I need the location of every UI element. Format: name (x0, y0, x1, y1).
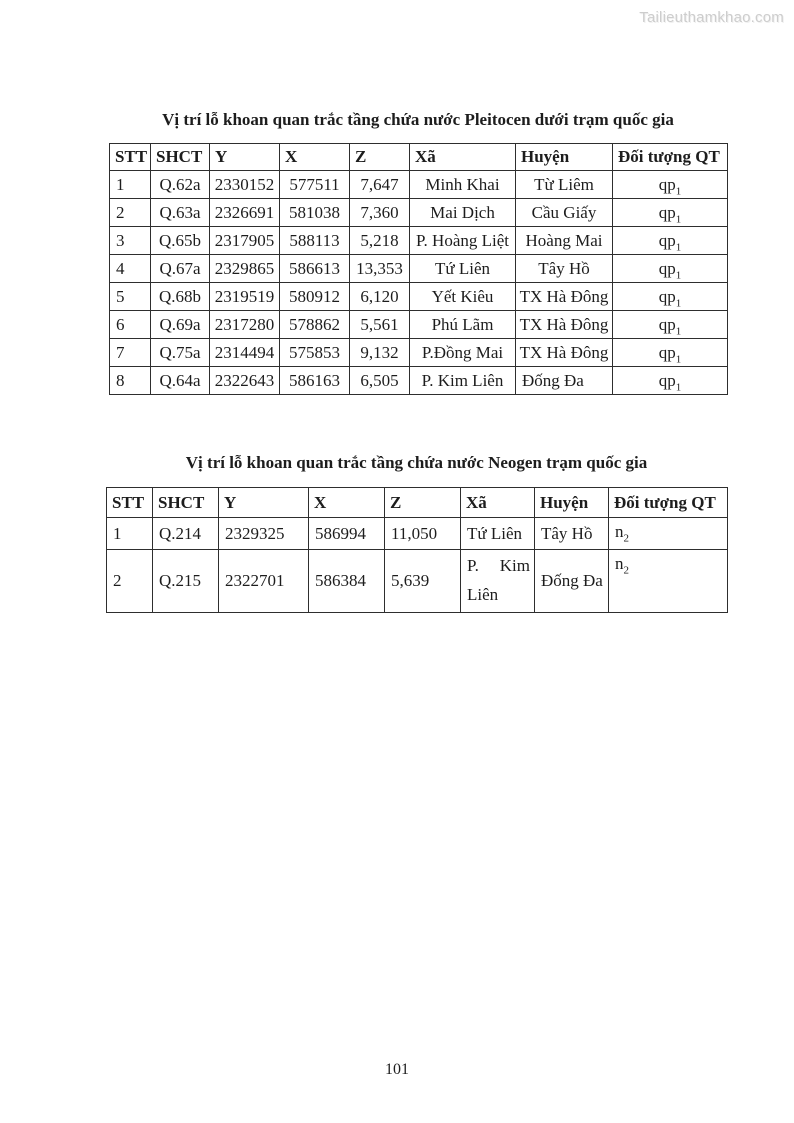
cell-stt: 1 (107, 518, 153, 550)
cell-y: 2330152 (210, 171, 280, 199)
table-row (110, 367, 728, 395)
cell-z: 9,132 (350, 339, 410, 367)
cell-xa: P. Kim Liên (461, 550, 535, 613)
cell-qt: $n_2$ (609, 518, 728, 550)
cell-shct: Q.67a (151, 255, 210, 283)
table-row (110, 227, 728, 255)
column-header: Xã (410, 144, 516, 171)
cell-y: 2329865 (210, 255, 280, 283)
column-header: X (309, 488, 385, 518)
cell-huyen: Cầu Giấy (516, 199, 613, 227)
cell-huyen: TX Hà Đông (516, 283, 613, 311)
cell-xa: Tứ Liên (461, 518, 535, 550)
cell-huyen: Đống Đa (516, 367, 613, 395)
column-header: Y (219, 488, 309, 518)
cell-stt: 3 (110, 227, 151, 255)
cell-stt: 2 (110, 199, 151, 227)
column-header: Y (210, 144, 280, 171)
cell-x: 581038 (280, 199, 350, 227)
cell-qt: $qp_1$ (613, 171, 728, 199)
column-header: STT (110, 144, 151, 171)
cell-x: 586994 (309, 518, 385, 550)
column-header: Huyện (516, 144, 613, 171)
cell-shct: Q.65b (151, 227, 210, 255)
cell-xa: Mai Dịch (410, 199, 516, 227)
cell-qt: $n_2$ (609, 550, 728, 613)
cell-qt: $qp_1$ (613, 367, 728, 395)
cell-xa: P.Đồng Mai (410, 339, 516, 367)
cell-y: 2322701 (219, 550, 309, 613)
cell-x: 586384 (309, 550, 385, 613)
column-header: SHCT (151, 144, 210, 171)
pleitocen-table (109, 143, 728, 395)
cell-z: 5,561 (350, 311, 410, 339)
cell-qt: $qp_1$ (613, 199, 728, 227)
cell-shct: Q.214 (153, 518, 219, 550)
column-header: Huyện (535, 488, 609, 518)
table-row (110, 283, 728, 311)
cell-stt: 7 (110, 339, 151, 367)
column-header: Z (385, 488, 461, 518)
table-row (107, 550, 728, 613)
cell-huyen: Hoàng Mai (516, 227, 613, 255)
table-row (107, 518, 728, 550)
cell-xa: P. Hoàng Liệt (410, 227, 516, 255)
cell-xa: Phú Lãm (410, 311, 516, 339)
cell-x: 578862 (280, 311, 350, 339)
cell-z: 7,647 (350, 171, 410, 199)
cell-huyen: TX Hà Đông (516, 339, 613, 367)
cell-huyen: Tây Hồ (535, 518, 609, 550)
cell-y: 2317280 (210, 311, 280, 339)
cell-y: 2329325 (219, 518, 309, 550)
cell-z: 6,120 (350, 283, 410, 311)
column-header: SHCT (153, 488, 219, 518)
cell-qt: $qp_1$ (613, 283, 728, 311)
cell-qt: $qp_1$ (613, 227, 728, 255)
cell-xa: Yết Kiêu (410, 283, 516, 311)
table-row (110, 255, 728, 283)
cell-x: 586613 (280, 255, 350, 283)
cell-xa: Minh Khai (410, 171, 516, 199)
neogen-table (106, 487, 728, 613)
cell-stt: 8 (110, 367, 151, 395)
cell-shct: Q.69a (151, 311, 210, 339)
cell-shct: Q.75a (151, 339, 210, 367)
cell-z: 7,360 (350, 199, 410, 227)
cell-stt: 6 (110, 311, 151, 339)
cell-shct: Q.63a (151, 199, 210, 227)
cell-shct: Q.215 (153, 550, 219, 613)
column-header: STT (107, 488, 153, 518)
pleitocen-table-title: Vị trí lỗ khoan quan trắc tầng chứa nước Pleitocen dưới trạm quốc gia (162, 110, 674, 129)
cell-y: 2317905 (210, 227, 280, 255)
cell-y: 2322643 (210, 367, 280, 395)
cell-shct: Q.68b (151, 283, 210, 311)
column-header: Đối tượng QT (609, 488, 728, 518)
table-row (110, 311, 728, 339)
table-row (110, 339, 728, 367)
table-row (110, 171, 728, 199)
cell-stt: 1 (110, 171, 151, 199)
cell-z: 11,050 (385, 518, 461, 550)
cell-y: 2326691 (210, 199, 280, 227)
column-header: X (280, 144, 350, 171)
cell-shct: Q.62a (151, 171, 210, 199)
cell-qt: $qp_1$ (613, 311, 728, 339)
cell-x: 580912 (280, 283, 350, 311)
cell-huyen: TX Hà Đông (516, 311, 613, 339)
cell-y: 2319519 (210, 283, 280, 311)
cell-huyen: Đống Đa (535, 550, 609, 613)
cell-stt: 2 (107, 550, 153, 613)
column-header: Z (350, 144, 410, 171)
cell-stt: 5 (110, 283, 151, 311)
cell-qt: $qp_1$ (613, 255, 728, 283)
cell-z: 5,218 (350, 227, 410, 255)
cell-shct: Q.64a (151, 367, 210, 395)
column-header: Đối tượng QT (613, 144, 728, 171)
table-row (110, 199, 728, 227)
cell-x: 588113 (280, 227, 350, 255)
cell-stt: 4 (110, 255, 151, 283)
cell-huyen: Từ Liêm (516, 171, 613, 199)
page-number: 101 (385, 1061, 409, 1078)
pleitocen-table-wrap (109, 143, 728, 395)
watermark: Tailieuthamkhao.com (639, 9, 784, 26)
header-row (107, 488, 728, 518)
cell-huyen: Tây Hồ (516, 255, 613, 283)
cell-z: 5,639 (385, 550, 461, 613)
neogen-table-wrap (106, 487, 728, 613)
cell-x: 586163 (280, 367, 350, 395)
cell-xa: Tứ Liên (410, 255, 516, 283)
cell-z: 6,505 (350, 367, 410, 395)
cell-x: 577511 (280, 171, 350, 199)
cell-y: 2314494 (210, 339, 280, 367)
column-header: Xã (461, 488, 535, 518)
cell-z: 13,353 (350, 255, 410, 283)
cell-xa: P. Kim Liên (410, 367, 516, 395)
header-row (110, 144, 728, 171)
neogen-table-title: Vị trí lỗ khoan quan trắc tầng chứa nước Neogen trạm quốc gia (185, 453, 648, 472)
cell-qt: $qp_1$ (613, 339, 728, 367)
cell-x: 575853 (280, 339, 350, 367)
